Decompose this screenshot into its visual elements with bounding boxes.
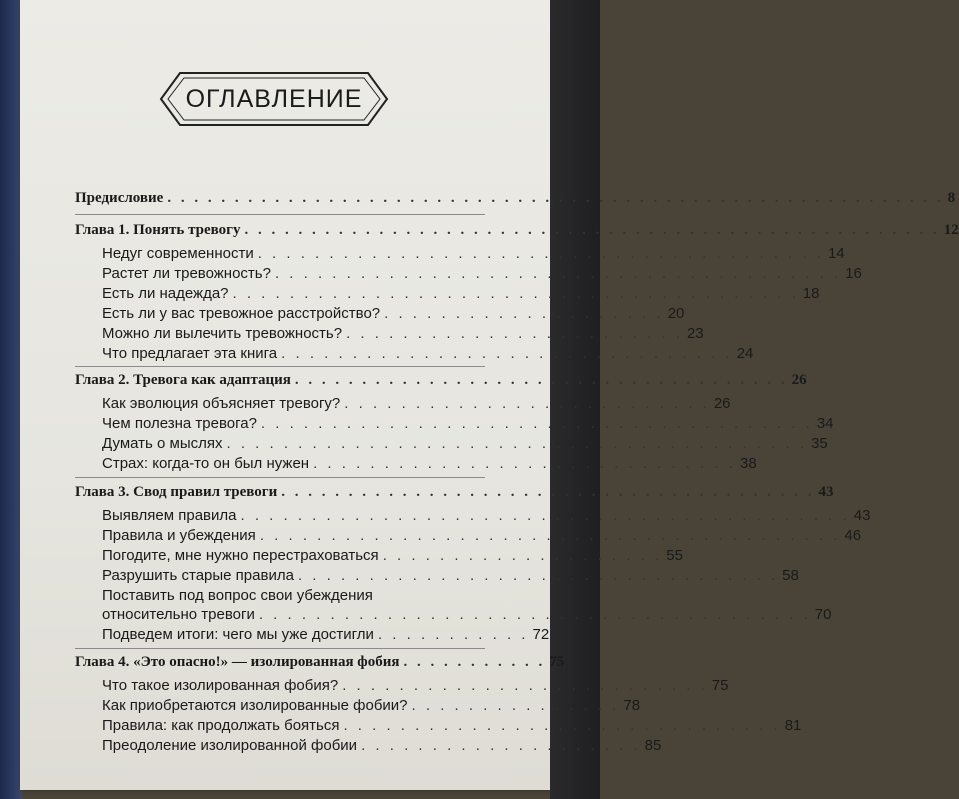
entry-page: 8 xyxy=(947,190,956,206)
toc-entry[interactable] xyxy=(102,697,641,714)
entry-page: 16 xyxy=(845,265,862,282)
entry-label: Выявляем правила xyxy=(102,507,237,524)
entry-label: Погодите, мне нужно перестраховаться xyxy=(102,547,379,564)
entry-label: Глава 3. Свод правил тревоги xyxy=(75,484,278,500)
entry-label: Что предлагает эта книга xyxy=(102,345,278,362)
leader-dots: . . . . . . . . . . . . . . . xyxy=(411,697,620,714)
toc-title: ОГЛАВЛЕНИЕ xyxy=(185,85,363,113)
entry-page: 26 xyxy=(791,372,807,388)
leader-dots: . . . . . . . . . . . . . . . . . . . . . . . . . . . . . . . . . . . . . . . . . . . . . . . . . . . . xyxy=(244,222,940,238)
toc-entry[interactable] xyxy=(102,737,662,754)
entry-label: Есть ли надежда? xyxy=(102,285,229,302)
leader-dots: . . . . . . . . . . . . . . . . . . . . . . . . . . . . . . . . . . . . . . . . . . . xyxy=(240,507,850,524)
leader-dots: . . . . . . . . . . . . . . . . . . . . . . . . . . . . . . xyxy=(313,455,736,472)
entry-label: Можно ли вылечить тревожность? xyxy=(102,325,343,342)
entry-label: Чем полезна тревога? xyxy=(102,415,257,432)
leader-dots: . . . . . . . . . . . . . . . . . . . . xyxy=(384,305,664,322)
entry-page: 35 xyxy=(811,435,828,452)
toc-entry[interactable] xyxy=(102,435,828,452)
leader-dots: . . . . . . . . . . . . . . . . . . . . . . . . . . . . . . . . . . . . . xyxy=(294,372,788,388)
entry-label: Глава 1. Понять тревогу xyxy=(75,222,241,238)
entry-label: Растет ли тревожность? xyxy=(102,265,271,282)
entry-page: 26 xyxy=(713,395,731,412)
entry-page: 34 xyxy=(816,415,834,432)
toc-entry[interactable] xyxy=(102,395,731,412)
leader-dots: . . . . . . . . . . . . . . . . . . . . . . . . . . . . . . . . . . . . . . . xyxy=(260,415,813,432)
entry-page: 24 xyxy=(736,345,754,362)
entry-label: Как приобретаются изолированные фобии? xyxy=(102,697,408,714)
toc-entry[interactable] xyxy=(102,285,820,302)
entry-page: 43 xyxy=(853,507,871,524)
toc-entry-chapter-4[interactable] xyxy=(75,654,565,671)
book-spine xyxy=(0,0,22,799)
entry-page: 46 xyxy=(844,527,862,544)
entry-label: Что такое изолированная фобия? xyxy=(102,677,339,694)
divider xyxy=(75,477,485,478)
toc-entry[interactable] xyxy=(102,455,757,472)
toc-entry[interactable] xyxy=(102,507,871,524)
toc-entry[interactable] xyxy=(102,677,729,694)
entry-label: Правила: как продолжать бояться xyxy=(102,717,340,734)
entry-page: 23 xyxy=(686,325,704,342)
leader-dots: . . . . . . . . . . . . . . . . . . . . . . . . . . . . . . . . . . . . . . . xyxy=(258,606,811,623)
toc-entry-preface[interactable] xyxy=(75,190,956,207)
leader-dots: . . . . . . . . . . . . . . . . . . . . . . . . . . . . . . . . . . . . . . . . xyxy=(232,285,799,302)
entry-page: 85 xyxy=(644,737,662,754)
entry-page: 55 xyxy=(666,547,683,564)
toc-entry[interactable] xyxy=(102,245,845,262)
toc-entry[interactable] xyxy=(102,626,550,643)
divider xyxy=(75,214,485,215)
entry-page: 72 xyxy=(532,626,550,643)
entry-page: 43 xyxy=(818,484,834,500)
entry-label: относительно тревоги xyxy=(102,606,255,623)
entry-label: Недуг современности xyxy=(102,245,254,262)
leader-dots: . . . . . . . . . . . . . . . . . . . . . . . . . . xyxy=(342,677,708,694)
toc-entry[interactable] xyxy=(102,567,799,584)
leader-dots: . . . . . . . . . . . . . . . . . . . . . . . . . . . . . . . xyxy=(343,717,781,734)
leader-dots: . . . . . . . . . . . . . . . . . . . . . . . . . . . . . . . . . . . . . . . . xyxy=(281,484,815,500)
entry-page: 70 xyxy=(814,606,832,623)
toc-entry[interactable] xyxy=(102,305,685,322)
entry-page: 38 xyxy=(739,455,757,472)
toc-title-frame xyxy=(158,70,390,128)
entry-page: 78 xyxy=(623,697,641,714)
entry-label: Глава 4. «Это опасно!» — изолированная фобия xyxy=(75,654,400,670)
toc-entry-chapter-1[interactable] xyxy=(75,222,959,239)
entry-page: 58 xyxy=(782,567,799,584)
leader-dots: . . . . . . . . . . . . . . . . . . . . . . . . . . . . . . . . . . . . . . . . xyxy=(257,245,824,262)
divider xyxy=(75,366,485,367)
entry-label: Как эволюция объясняет тревогу? xyxy=(102,395,341,412)
toc-entry-chapter-2[interactable] xyxy=(75,372,807,389)
leader-dots: . . . . . . . . . . . . . . . . . . . . xyxy=(382,547,663,564)
toc-entry-chapter-3[interactable] xyxy=(75,484,834,501)
entry-page: 14 xyxy=(827,245,845,262)
leader-dots: . . . . . . . . . . . . . . . . . . . . . . . . . . . . . . . . . . . . . . . . . . . . . . . . . . . . . . . . . . xyxy=(167,190,944,206)
entry-label: Страх: когда-то он был нужен xyxy=(102,455,310,472)
toc-entry[interactable] xyxy=(102,527,862,544)
entry-label: Подведем итоги: чего мы уже достигли xyxy=(102,626,374,643)
toc-entry[interactable] xyxy=(102,547,683,564)
entry-page: 20 xyxy=(667,305,685,322)
leader-dots: . . . . . . . . . . . xyxy=(377,626,529,643)
toc-entry[interactable] xyxy=(102,415,834,432)
entry-label: Думать о мыслях xyxy=(102,435,223,452)
toc-entry[interactable] xyxy=(102,345,754,362)
toc-entry[interactable] xyxy=(102,325,704,342)
leader-dots: . . . . . . . . . . . . . . . . . . . . . . . . . . . . . . . . . . . . . . . . . xyxy=(226,435,808,452)
entry-page: 75 xyxy=(549,654,565,670)
toc-entry[interactable] xyxy=(102,606,832,623)
divider xyxy=(75,648,485,649)
leader-dots: . . . . . . . . . . . . . . . . . . . . . . . . . . xyxy=(344,395,710,412)
leader-dots: . . . . . . . . . . . . . . . . . . . . . . . . . . . . . . . . . . . . . . . . . xyxy=(259,527,841,544)
entry-label: Преодоление изолированной фобии xyxy=(102,737,358,754)
entry-label: Предисловие xyxy=(75,190,164,206)
entry-page: 12 xyxy=(943,222,959,238)
leader-dots: . . . . . . . . . . . . . . . . . . . . xyxy=(361,737,641,754)
leader-dots: . . . . . . . . . . . xyxy=(403,654,546,670)
entry-page: 18 xyxy=(802,285,820,302)
leader-dots: . . . . . . . . . . . . . . . . . . . . . . . . . . . . . . . . . . xyxy=(297,567,779,584)
entry-label: Есть ли у вас тревожное расстройство? xyxy=(102,305,381,322)
entry-page: 75 xyxy=(711,677,729,694)
toc-entry-line[interactable]: Поставить под вопрос свои убеждения xyxy=(102,587,373,604)
leader-dots: . . . . . . . . . . . . . . . . . . . . . . . . xyxy=(346,325,683,342)
toc-entry[interactable] xyxy=(102,265,862,282)
leader-dots: . . . . . . . . . . . . . . . . . . . . . . . . . . . . . . . . xyxy=(281,345,733,362)
toc-entry[interactable] xyxy=(102,717,802,734)
entry-label: Разрушить старые правила xyxy=(102,567,294,584)
entry-label: Правила и убеждения xyxy=(102,527,256,544)
entry-page: 81 xyxy=(784,717,802,734)
leader-dots: . . . . . . . . . . . . . . . . . . . . . . . . . . . . . . . . . . . . . . . . xyxy=(274,265,842,282)
entry-label: Глава 2. Тревога как адаптация xyxy=(75,372,291,388)
